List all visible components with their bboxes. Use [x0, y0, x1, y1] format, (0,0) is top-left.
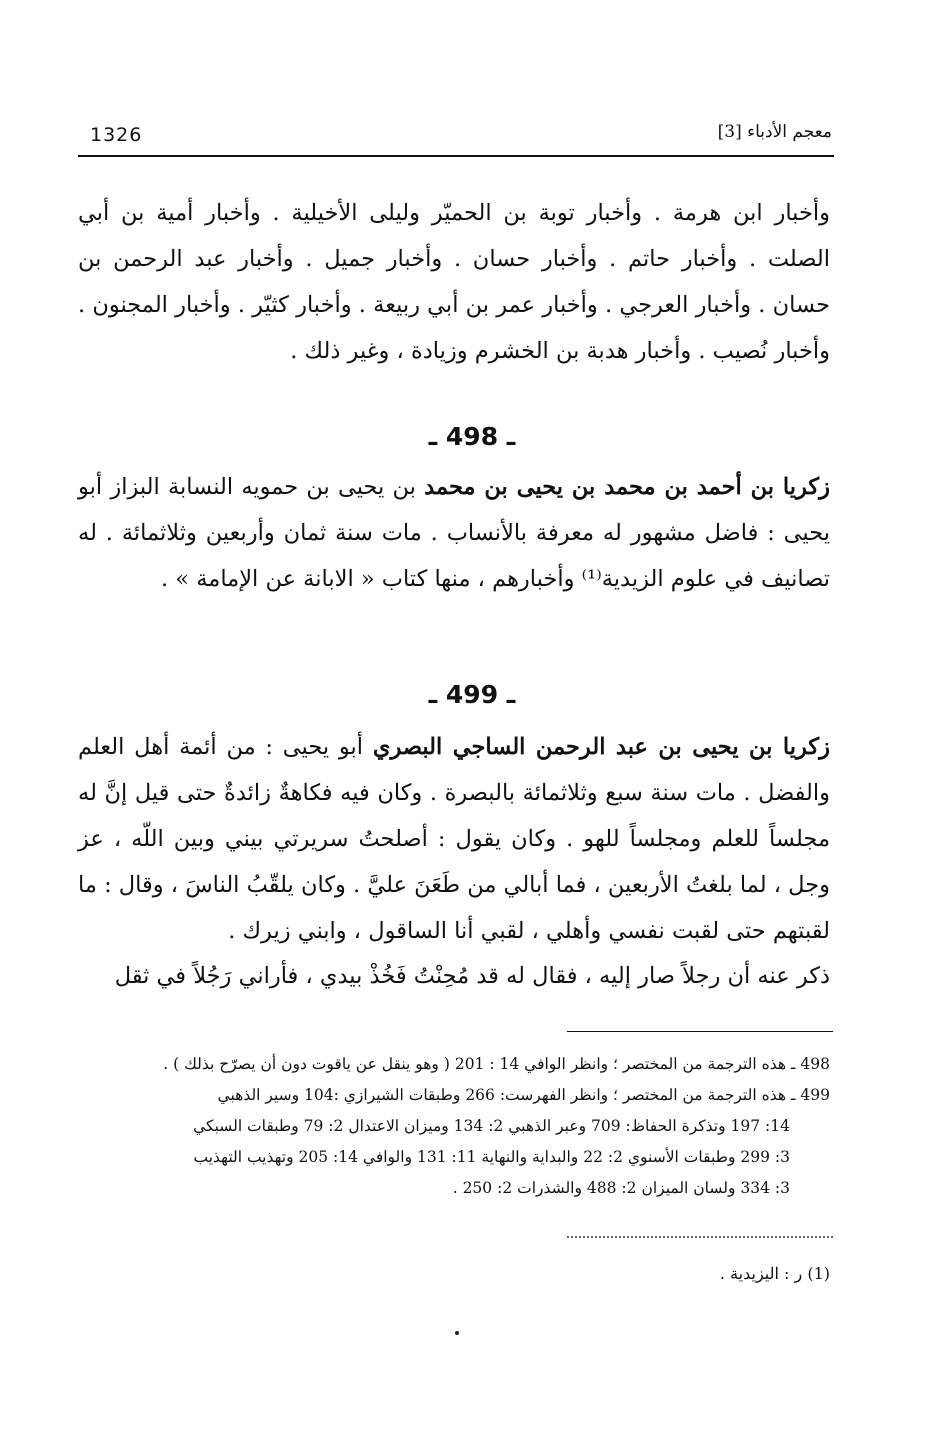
entry-498-text	[78, 464, 830, 602]
entry-498-name: زكريا بن أحمد بن محمد بن يحيى بن محمد	[424, 474, 830, 500]
entry-499-name: زكريا بن يحيى بن عبد الرحمن الساجي البصري	[372, 734, 830, 760]
entry-number-499: ـ 499 ـ	[428, 680, 516, 709]
footnote-499-line-4: 3: 334 ولسان الميزان 2: 488 والشذرات 2: 250 .	[452, 1179, 790, 1197]
entry-499-body: أبو يحيى : من أئمة أهل العلم والفضل . مات سنة سبع وثلاثمائة بالبصرة . وكان فيه فكاهةٌ زائدةٌ حتى قيل إنَّ له مجلساً للعلم ومجلساً للهو . وكان يقول : أصلحتُ سريرتي بيني وبين اللّه ، عز وجل ، لما بلغتُ الأربعين ، فما أبالي من طَعَنَ عليَّ . وكان يلقّبُ الناسَ ، وقال : ما لقبتهم حتى لقبت نفسي وأهلي ، لقبي أنا الساقول ، وابني زيرك .	[78, 734, 830, 944]
page-number: 1326	[90, 124, 143, 146]
entry-499-text	[78, 724, 830, 954]
footnote-rule	[567, 1031, 833, 1032]
entry-number-498: ـ 498 ـ	[428, 422, 516, 451]
editor-note: (1) ر : اليزيدية .	[719, 1264, 830, 1283]
footnote-499-line-2: 14: 197 وتذكرة الحفاظ: 709 وعبر الذهبي 2: 134 وميزان الاعتدال 2: 79 وطبقات السبكي	[193, 1117, 790, 1135]
entry-499-paragraph-2: ذكر عنه أن رجلاً صار إليه ، فقال له قد مُحِنْتُ فَخُذْ بيدي ، فأراني رَجُلاً في ثقل	[114, 963, 830, 989]
footnote-498: 498 ـ هذه الترجمة من المختصر ؛ وانظر الوافي 14 : 201 ( وهو ينقل عن ياقوت دون أن يصرّح بذلك ) .	[163, 1055, 830, 1073]
footnote-499-line-3: 3: 299 وطبقات الأسنوي 2: 22 والبداية والنهاية 11: 131 والوافي 14: 205 وتهذيب التهذيب	[193, 1148, 790, 1166]
dotted-separator	[567, 1236, 833, 1238]
entry-498-body: بن يحيى بن حمويه النسابة البزاز أبو يحيى : فاضل مشهور له معرفة بالأنساب . مات سنة ثمان وأربعين وثلاثمائة . له تصانيف في علوم الزيدية⁽¹⁾ وأخبارهم ، منها كتاب « الابانة عن الإمامة » .	[78, 474, 830, 592]
intro-paragraph: وأخبار ابن هرمة . وأخبار توبة بن الحميّر وليلى الأخيلية . وأخبار أمية بن أبي الصلت . وأخبار حاتم . وأخبار حسان . وأخبار جميل . وأخبار عبد الرحمن بن حسان . وأخبار العرجي . وأخبار عمر بن أبي ربيعة . وأخبار كثيّر . وأخبار المجنون . وأخبار نُصيب . وأخبار هدبة بن الخشرم وزيادة ، وغير ذلك .	[78, 200, 830, 364]
page-header	[78, 122, 832, 152]
running-title: معجم الأدباء [3]	[717, 122, 832, 142]
footnote-499: 499 ـ هذه الترجمة من المختصر ؛ وانظر الفهرست: 266 وطبقات الشيرازي :104 وسير الذهبي	[217, 1086, 830, 1104]
page-dot	[455, 1331, 459, 1335]
header-rule	[78, 155, 834, 157]
